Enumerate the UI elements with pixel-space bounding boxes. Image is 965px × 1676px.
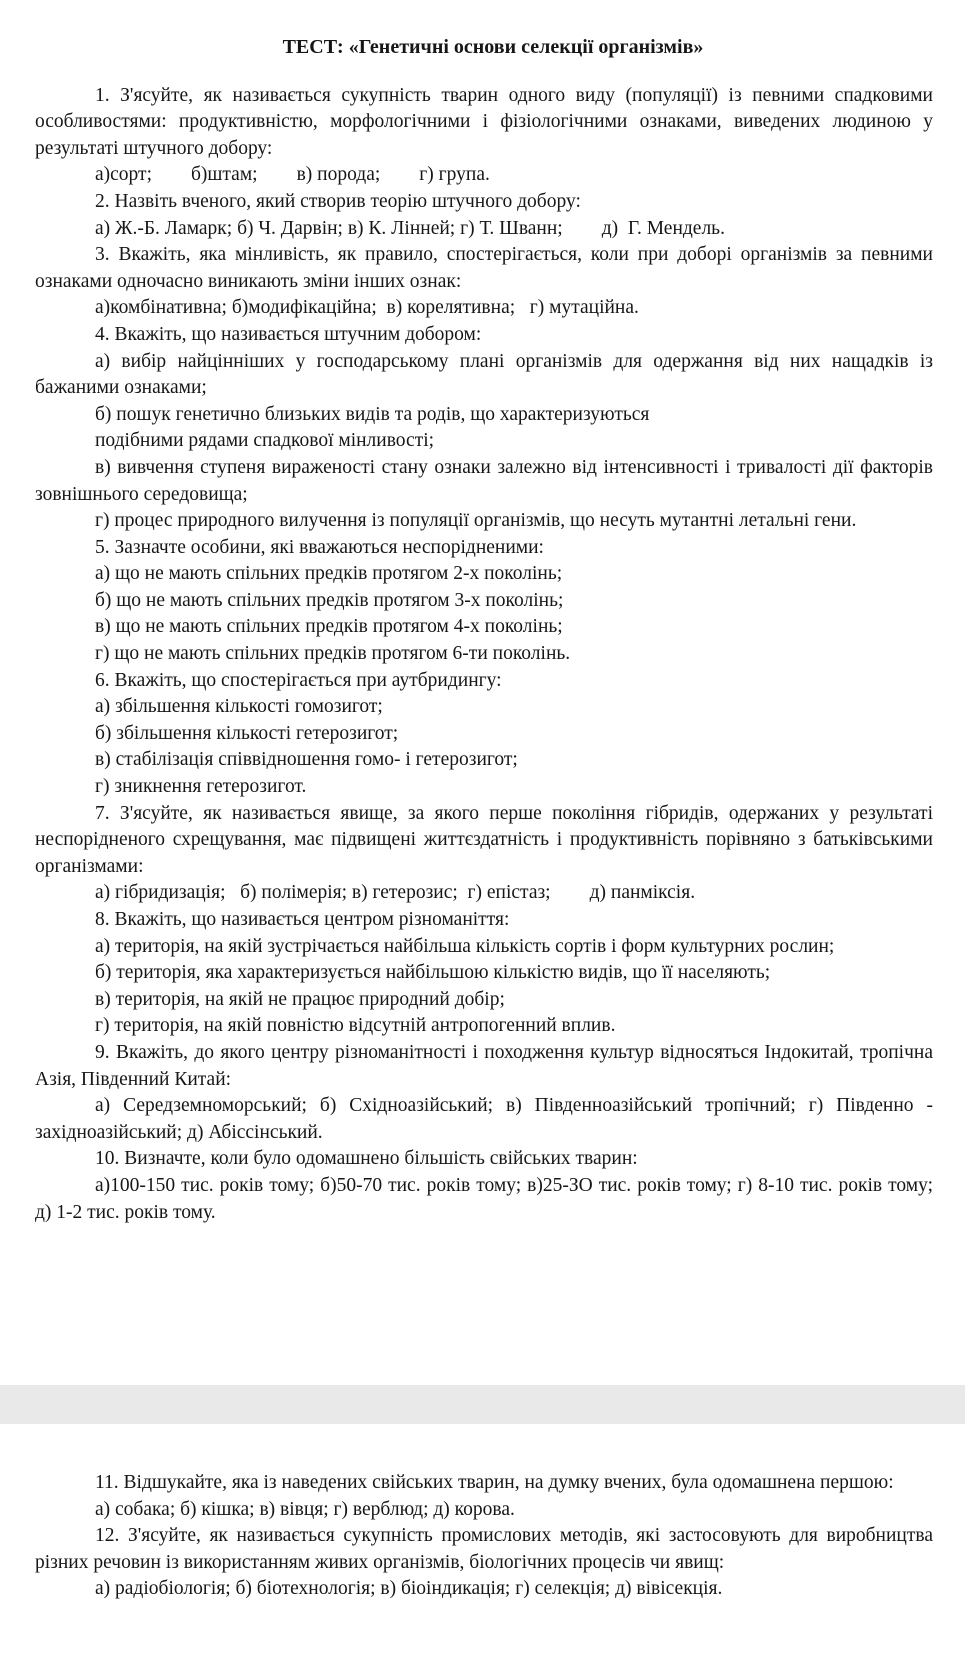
answer-options-text: а) гібридизація; б) полімерія; в) гетерозис; г) епістаз; д) панміксія. xyxy=(95,882,696,904)
question-4 xyxy=(35,322,933,535)
answer-option-d: г) зникнення гетерозигот. xyxy=(95,776,307,798)
question-text: 9. Вкажіть, до якого центру різноманітності і походження культур відносяться Індокитай, тропічна Азія, Південний Китай: xyxy=(35,1041,933,1090)
question-3 xyxy=(35,242,933,322)
answer-option-b: б) збільшення кількості гетерозигот; xyxy=(95,722,399,744)
question-text: 5. Зазначте особини, які вважаються неспорідненими: xyxy=(95,536,544,558)
question-text: 2. Назвіть вченого, який створив теорію штучного добору: xyxy=(95,190,581,212)
question-2 xyxy=(35,189,933,242)
question-10 xyxy=(35,1146,933,1226)
question-6 xyxy=(35,668,933,801)
question-text: 3. Вкажіть, яка мінливість, як правило, спостерігається, коли при доборі організмів за певними ознаками одночасно виникають зміни інших ознак: xyxy=(35,244,933,292)
answer-option-a: а) вибір найцінніших у господарському плані організмів для одержання від них нащадків із бажаними ознаками; xyxy=(35,350,933,399)
question-text: 11. Відшукайте, яка із наведених свійських тварин, на думку вчених, була одомашнена першою: xyxy=(95,1472,894,1493)
answer-options: а) собака; б) кішка; в) вівця; г) верблюд; д) корова. xyxy=(95,1498,515,1520)
question-11 xyxy=(35,1470,933,1523)
answer-options: а) Середземноморський; б) Східноазійський; в) Південноазійський тропічний; г) Південно - західноазійський; д) Абіссінський. xyxy=(35,1095,933,1143)
answer-options-text: а)комбінативна; б)модифікаційна; в) корелятивна; г) мутаційна. xyxy=(95,297,639,319)
question-text: 1. З'ясуйте, як називається сукупність тварин одного виду (популяції) із певними спадковими особливостями: продуктивністю, морфологічними і фізіологічними ознаками, виведених людиною у результаті штучного добору: xyxy=(35,84,933,159)
question-text: 8. Вкажіть, що називається центром різноманіття: xyxy=(95,909,510,930)
answer-options-text: а) Ж.-Б. Ламарк; б) Ч. Дарвін; в) К. Лінней; г) Т. Шванн; д) Г. Мендель. xyxy=(95,217,725,239)
answer-options-text: а)сорт; б)штам; в) порода; г) група. xyxy=(95,164,490,186)
question-text: 4. Вкажіть, що називається штучним добором: xyxy=(95,323,482,345)
question-text: 10. Визначте, коли було одомашнено більшість свійських тварин: xyxy=(95,1148,638,1170)
question-text: 12. З'ясуйте, як називається сукупність промислових методів, які застосовують для виробництва різних речовин із використанням живих організмів, біологічних процесів чи явищ: xyxy=(35,1525,933,1573)
answer-options xyxy=(35,295,933,322)
answer-option-a: а) що не мають спільних предків протягом 2-х поколінь; xyxy=(95,563,563,585)
answer-options: а)100-150 тис. років тому; б)50-70 тис. років тому; в)25-ЗО тис. років тому; г) 8-10 тис. років тому; д) 1-2 тис. років тому. xyxy=(35,1174,933,1223)
answer-option-d: г) територія, на якій повністю відсутній антропогенний вплив. xyxy=(95,1015,616,1037)
page-title: ТЕСТ: «Генетичні основи селекції організмів» xyxy=(282,36,704,58)
answer-option-c: в) стабілізація співвідношення гомо- і гетерозигот; xyxy=(95,749,518,771)
answer-option-b-continuation: подібними рядами спадкової мінливості; xyxy=(95,430,435,452)
answer-option-b: б) пошук генетично близьких видів та родів, що характеризуються xyxy=(95,403,650,425)
question-1 xyxy=(35,83,933,189)
answer-options xyxy=(35,880,933,907)
page-separator xyxy=(0,1385,965,1424)
answer-option-c: в) вивчення ступеня вираженості стану ознаки залежно від інтенсивності і тривалості дії факторів зовнішнього середовища; xyxy=(35,456,933,505)
answer-option-c: в) що не мають спільних предків протягом 4-х поколінь; xyxy=(95,616,563,638)
question-12 xyxy=(35,1523,933,1603)
answer-options xyxy=(35,216,933,243)
question-8 xyxy=(35,907,933,1040)
answer-option-d: г) що не мають спільних предків протягом 6-ти поколінь. xyxy=(95,643,571,665)
question-7 xyxy=(35,801,933,907)
answer-options: а) радіобіологія; б) біотехнологія; в) біоіндикація; г) селекція; д) вівісекція. xyxy=(95,1578,723,1600)
document-page-2 xyxy=(0,1424,965,1676)
answer-option-b: б) територія, яка характеризується найбільшою кількістю видів, що її населяють; xyxy=(95,962,771,984)
question-5 xyxy=(35,535,933,668)
answer-option-a: а) територія, на якій зустрічається найбільша кількість сортів і форм культурних рослин; xyxy=(95,935,835,957)
question-text: 6. Вкажіть, що спостерігається при аутбридингу: xyxy=(95,669,502,691)
question-text: 7. З'ясуйте, як називається явище, за якого перше покоління гібридів, одержаних у результаті неспорідненого схрещування, має підвищені життєздатність і продуктивність порівняно з батьківськими організмами: xyxy=(35,802,933,877)
answer-options xyxy=(35,162,933,189)
answer-option-b: б) що не мають спільних предків протягом 3-х поколінь; xyxy=(95,589,564,611)
answer-option-a: а) збільшення кількості гомозигот; xyxy=(95,696,383,718)
question-9 xyxy=(35,1040,933,1146)
answer-option-c: в) територія, на якій не працює природний добір; xyxy=(95,988,505,1010)
answer-option-d: г) процес природного вилучення із популяції організмів, що несуть мутантні летальні гени. xyxy=(95,510,857,532)
